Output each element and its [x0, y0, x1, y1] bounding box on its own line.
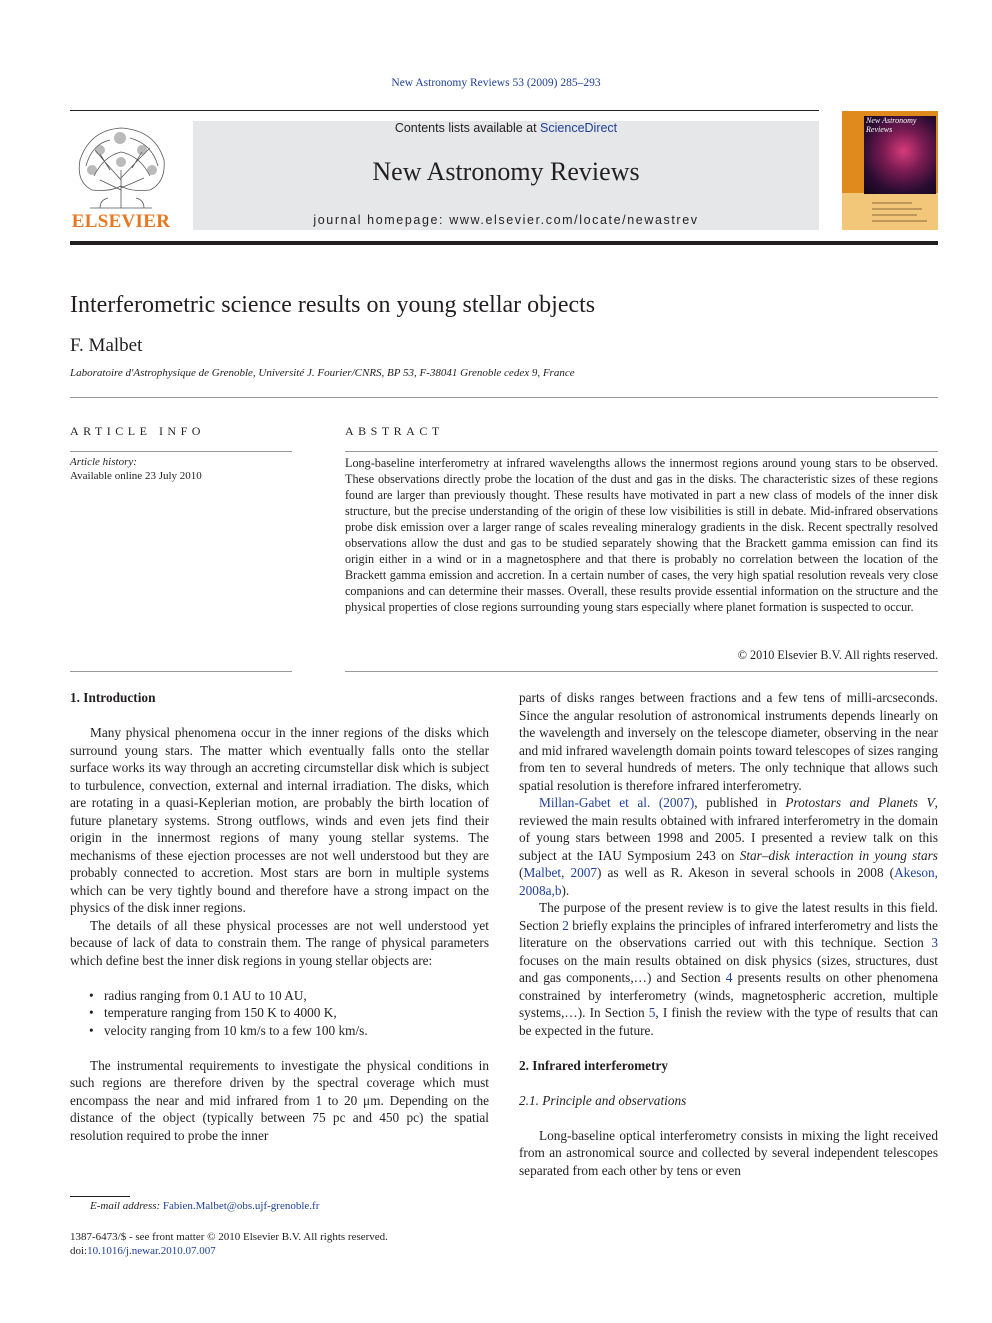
- text-run: , reviewed the main results obtained with infrared interferometry in the domain of young stars between 1998 and 2005. I presented a review talk on this subject at the IAU Symposium 243 on: [519, 795, 938, 863]
- text-run: ) as well as R. Akeson in several schools in 2008 (: [597, 865, 895, 880]
- section-2-heading: 2. Infrared interferometry: [519, 1057, 669, 1073]
- email-label: E-mail address:: [90, 1200, 163, 1212]
- contents-line: [193, 121, 819, 135]
- journal-cover-thumbnail: [842, 111, 938, 230]
- citation-link[interactable]: Millan-Gabet et al. (2007): [539, 795, 695, 810]
- paragraph: Long-baseline optical interferometry consists in mixing the light received from an astronomical source and collected by several independent telescopes separated from each other by tens or even: [519, 1127, 938, 1178]
- doi-line: [70, 1245, 216, 1257]
- journal-homepage[interactable]: journal homepage: www.elsevier.com/locate/newastrev: [313, 213, 699, 227]
- section-link[interactable]: 5: [648, 1005, 656, 1020]
- paragraph: The details of all these physical processes are not well understood yet because of lack of data to constrain them. The range of physical parameters which define best the inner disk regions in young stellar objects are:: [70, 917, 489, 968]
- body-left-column: [70, 689, 489, 1144]
- journal-title: New Astronomy Reviews: [372, 157, 640, 186]
- email-link[interactable]: Fabien.Malbet@obs.ujf-grenoble.fr: [162, 1200, 320, 1212]
- sciencedirect-link[interactable]: ScienceDirect: [540, 121, 618, 135]
- body-right-column: [519, 689, 938, 1179]
- list-item: • velocity ranging from 10 km/s to a few 100 km/s.: [104, 1022, 489, 1040]
- section-link[interactable]: 2: [562, 917, 569, 933]
- section-link[interactable]: 3: [931, 935, 938, 950]
- masthead-rule: [70, 241, 938, 245]
- parameter-list: [70, 987, 489, 1040]
- article-title: Interferometric science results on young stellar objects: [70, 292, 596, 318]
- doi-label: doi:: [70, 1245, 88, 1257]
- contents-prefix: Contents lists available at: [394, 121, 541, 135]
- article-author: F. Malbet: [70, 335, 143, 356]
- article-info-rule-bottom: [70, 671, 292, 672]
- journal-masthead: [193, 121, 819, 230]
- paragraph: parts of disks ranges between fractions and a few tens of milli-arcseconds. Since the angular resolution of astronomical instruments depends linearly on the wavelength and inversely on the telescope diameter, observing in the near and mid infrared wavelength domain points toward telescopes of sizes ranging from ten to several hundreds of meters. The only technique that allows such spatial resolution is therefore infrared interferometry.: [519, 690, 938, 793]
- abstract-copyright: © 2010 Elsevier B.V. All rights reserved.: [737, 648, 938, 662]
- abstract-rule-top: [345, 451, 938, 452]
- text-run: , published in: [694, 795, 786, 810]
- paragraph: [519, 794, 938, 899]
- text-run: The purpose of the present review is to give the latest results in this field. Section: [519, 900, 938, 933]
- text-run: ).: [561, 882, 570, 898]
- citation-link[interactable]: Malbet, 2007: [523, 865, 598, 880]
- list-item: • radius ranging from 0.1 AU to 10 AU,: [104, 987, 489, 1005]
- footnote: [90, 1200, 319, 1212]
- elsevier-wordmark: ELSEVIER: [71, 211, 171, 232]
- abstract-heading: ABSTRACT: [345, 424, 444, 438]
- footnote-rule: [70, 1196, 130, 1197]
- text-run: briefly explains the principles of infrared interferometry and lists the literature on the observations carried out with this technique. Section: [519, 917, 938, 950]
- text-run-italic: Star–disk interaction in young stars: [739, 847, 938, 863]
- citation-link[interactable]: Akeson, 2008a,b: [519, 865, 939, 898]
- paragraph: The instrumental requirements to investigate the physical conditions in such regions are therefore driven by the spectral coverage which must encompass the near and mid infrared from 1 to 20 μm. Depending on the distance of the object (typically between 75 pc and 450 pc) the spatial resolution required to probe the inner: [70, 1057, 489, 1143]
- paragraph: Many physical phenomena occur in the inner regions of the disks which surround young stars. The matter which eventually falls onto the stellar surface works its way through an accreting circumstellar disk which is subject to turbulence, convection, external and internal irradiation. The disks, which are rotating in a quasi-Keplerian motion, are probably the birth location of future planetary systems. Strong outflows, winds and even jets find their origin in the innermost regions of many young stellar systems. The mechanisms of these ejection processes are not well understood but they are probably connected to accretion. Most stars are born in multiple systems which can be very tightly bound and therefore have a strong impact on the physics of the disk inner regions.: [70, 725, 489, 915]
- abstract-rule-bottom: [345, 671, 938, 672]
- author-affiliation: Laboratoire d'Astrophysique de Grenoble, Université J. Fourier/CNRS, BP 53, F-38041 Grenoble cedex 9, France: [70, 367, 575, 379]
- article-info-heading: ARTICLE INFO: [70, 424, 205, 438]
- text-run-italic: Protostars and Planets V: [785, 795, 935, 810]
- paragraph: [519, 899, 938, 1039]
- header-rule: [70, 110, 819, 111]
- text-run: (: [519, 865, 524, 880]
- section-1-heading: 1. Introduction: [70, 690, 156, 705]
- abstract-text: Long-baseline interferometry at infrared wavelengths allows the innermost regions around young stars to be observed. These observations directly probe the location of the dust and gas in the disks. The characteristic sizes of these regions found are larger than previously thought. These results have motivated in part a new class of models of the inner disk structure, but the precise understanding of the origin of these low visibilities is still in debate. Mid-infrared observations probe disk emission over a larger range of scales revealing mineralogy gradients in the disk. Recent spectrally resolved observations allow the dust and gas to be studied separately showing that the Brackett gamma emission can find its origin either in a wind or in a magnetosphere and that there is probably no correlation between the location of the Brackett gamma emission and accretion. In a certain number of cases, the very high spatial resolution reveals very close companions and can determine their masses. Overall, these results provide essential information on the structure and the physical properties of close regions surrounding young stars especially where planet formation is suspected to occur.: [345, 456, 938, 614]
- doi-link[interactable]: 10.1016/j.newar.2010.07.007: [87, 1245, 216, 1257]
- journal-reference[interactable]: New Astronomy Reviews 53 (2009) 285–293: [391, 77, 601, 89]
- cover-title: New Astronomy Reviews: [866, 116, 917, 134]
- issn-line: 1387-6473/$ - see front matter © 2010 Elsevier B.V. All rights reserved.: [70, 1231, 388, 1243]
- cover-text-lines: [872, 199, 932, 225]
- article-info-rule-top: [70, 451, 292, 452]
- article-history-label: Article history:: [70, 456, 137, 468]
- section-link[interactable]: 4: [725, 970, 733, 985]
- text-run: focuses on the main results obtained on disk physics (sizes, structures, dust and gas components,…) and Section: [519, 952, 938, 985]
- affiliation-rule: [70, 397, 938, 398]
- article-history-value: Available online 23 July 2010: [70, 470, 202, 482]
- subsection-2-1-heading: 2.1. Principle and observations: [519, 1092, 687, 1108]
- list-item: • temperature ranging from 150 K to 4000 K,: [104, 1004, 489, 1022]
- text-run: , I finish the review with the type of results that can be expected in the future.: [519, 1005, 938, 1038]
- text-run: presents results on other phenomena constrained by interferometry (winds, magnetospheric accretion, multiple systems,…). In Section: [519, 970, 938, 1020]
